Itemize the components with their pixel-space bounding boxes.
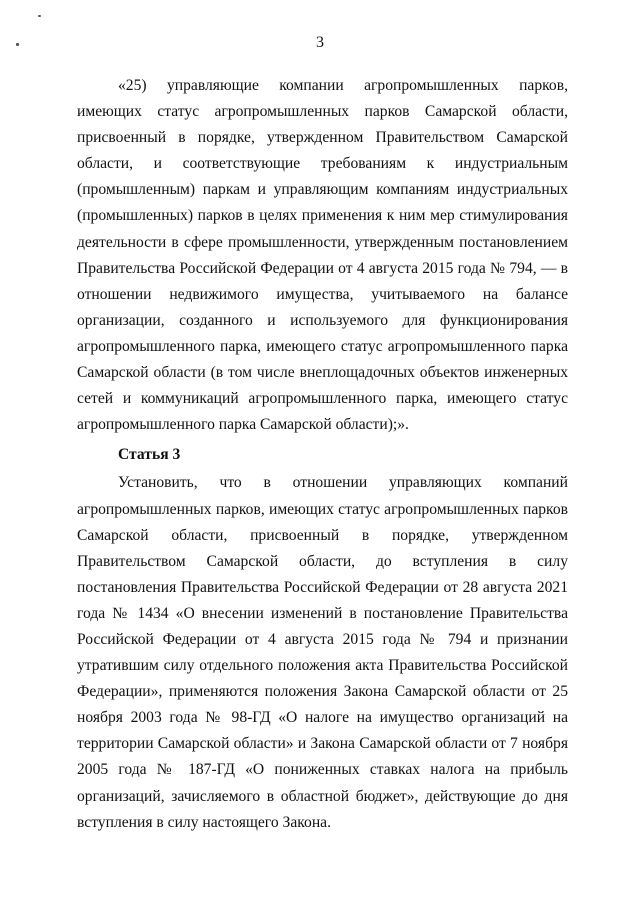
article-3-paragraph: Установить, что в отношении управляющих компаний агропромышленных парков, имеющих статус агропромышленных парков Самарской области, присвоенный в порядке, утвержденном Правительством Самарской области, до вступления в силу постановления Правительства Российской Федерации от 28 августа 2021 года № 1434 «О внесении изменений в постановление Правительства Российской Федерации от 4 августа 2015 года № 794 и признании утратившим силу отдельного положения акта Правительства Российской Федерации», применяются положения Закона Самарской области от 25 ноября 2003 года № 98-ГД «О налоге на имущество организаций на территории Самарской области» и Закона Самарской области от 7 ноября 2005 года № 187-ГД «О пониженных ставках налога на прибыль организаций, зачисляемого в областной бюджет», действующие до дня вступления в силу настоящего Закона.: [77, 474, 568, 831]
scan-mark: [38, 15, 41, 17]
article-heading: Статья 3: [118, 446, 181, 464]
document-body: [77, 73, 568, 836]
paragraph-25: «25) управляющие компании агропромышленных парков, имеющих статус агропромышленных парков Самарской области, присвоенный в порядке, утвержденном Правительством Самарской области, и соответствующие требованиям к индустриальным (промышленным) паркам и управляющим компаниям индустриальных (промышленных) парков в целях применения к ним мер стимулирования деятельности в сфере промышленности, утвержденным постановлением Правительства Российской Федерации от 4 августа 2015 года № 794, — в отношении недвижимого имущества, учитываемого на балансе организации, созданного и используемого для функционирования агропромышленного парка, имеющего статус агропромышленного парка Самарской области (в том числе внеплощадочных объектов инженерных сетей и коммуникаций агропромышленного парка, имеющего статус агропромышленного парка Самарской области);».: [77, 77, 568, 434]
page-number: 3: [316, 34, 324, 51]
